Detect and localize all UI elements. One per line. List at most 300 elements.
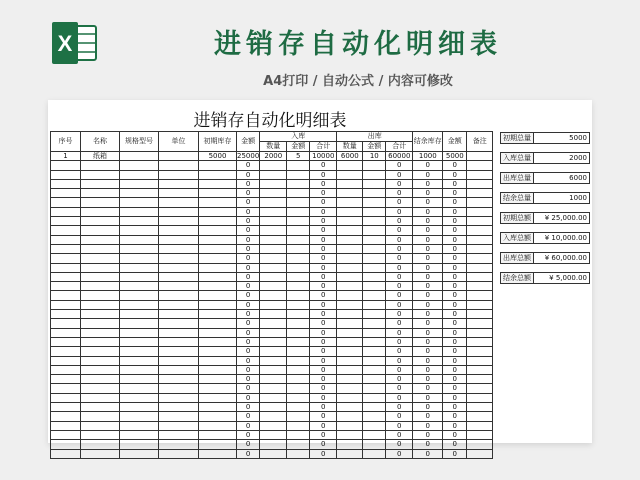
table-cell[interactable]: 1000 (413, 152, 443, 161)
table-cell[interactable] (51, 161, 81, 170)
table-cell[interactable]: 0 (310, 449, 337, 458)
table-cell[interactable]: 0 (443, 440, 467, 449)
summary-value[interactable]: 1000 (569, 194, 587, 202)
table-cell[interactable]: 0 (386, 161, 413, 170)
table-cell[interactable]: 0 (413, 235, 443, 244)
table-cell[interactable] (260, 365, 287, 374)
table-cell[interactable] (467, 198, 493, 207)
table-cell[interactable]: 5 (287, 152, 310, 161)
table-cell[interactable] (287, 244, 310, 253)
table-cell[interactable] (51, 235, 81, 244)
table-cell[interactable]: 0 (386, 235, 413, 244)
table-cell[interactable] (467, 393, 493, 402)
table-cell[interactable]: 0 (237, 337, 260, 346)
table-cell[interactable] (337, 310, 363, 319)
table-cell[interactable]: 0 (386, 291, 413, 300)
table-cell[interactable]: 0 (386, 403, 413, 412)
table-cell[interactable] (159, 310, 199, 319)
table-cell[interactable]: 0 (310, 198, 337, 207)
table-cell[interactable] (199, 310, 237, 319)
table-cell[interactable] (363, 226, 386, 235)
table-cell[interactable]: 0 (413, 384, 443, 393)
table-cell[interactable] (120, 421, 159, 430)
table-cell[interactable] (81, 393, 120, 402)
table-cell[interactable] (363, 310, 386, 319)
table-cell[interactable] (199, 356, 237, 365)
table-cell[interactable]: 0 (237, 254, 260, 263)
table-cell[interactable] (120, 328, 159, 337)
table-cell[interactable]: 0 (310, 161, 337, 170)
table-cell[interactable]: 1 (51, 152, 81, 161)
table-cell[interactable] (287, 170, 310, 179)
table-cell[interactable] (120, 403, 159, 412)
table-cell[interactable] (260, 412, 287, 421)
table-cell[interactable] (467, 272, 493, 281)
table-cell[interactable] (199, 300, 237, 309)
table-cell[interactable]: 0 (310, 179, 337, 188)
table-cell[interactable] (287, 198, 310, 207)
table-cell[interactable] (287, 272, 310, 281)
table-cell[interactable] (120, 161, 159, 170)
summary-value[interactable]: ¥ 25,000.00 (544, 214, 587, 222)
table-cell[interactable] (467, 254, 493, 263)
table-cell[interactable] (260, 440, 287, 449)
table-cell[interactable] (159, 328, 199, 337)
table-cell[interactable]: 0 (386, 226, 413, 235)
table-cell[interactable] (51, 170, 81, 179)
table-cell[interactable]: 2000 (260, 152, 287, 161)
table-cell[interactable]: 0 (443, 449, 467, 458)
table-cell[interactable] (159, 440, 199, 449)
table-cell[interactable]: 0 (237, 161, 260, 170)
table-cell[interactable] (81, 430, 120, 439)
table-cell[interactable] (363, 328, 386, 337)
table-cell[interactable] (159, 198, 199, 207)
table-cell[interactable] (363, 384, 386, 393)
table-cell[interactable] (287, 310, 310, 319)
table-cell[interactable]: 0 (386, 412, 413, 421)
table-cell[interactable]: 0 (237, 393, 260, 402)
table-cell[interactable]: 0 (443, 244, 467, 253)
table-cell[interactable] (51, 189, 81, 198)
table-cell[interactable]: 0 (386, 375, 413, 384)
table-cell[interactable]: 0 (237, 384, 260, 393)
table-cell[interactable] (337, 272, 363, 281)
table-cell[interactable] (120, 430, 159, 439)
table-cell[interactable] (287, 179, 310, 188)
table-cell[interactable]: 0 (386, 365, 413, 374)
table-cell[interactable] (260, 356, 287, 365)
table-cell[interactable]: 0 (310, 347, 337, 356)
table-cell[interactable] (287, 217, 310, 226)
table-cell[interactable] (159, 375, 199, 384)
table-cell[interactable]: 0 (443, 412, 467, 421)
table-cell[interactable] (467, 412, 493, 421)
table-cell[interactable] (287, 319, 310, 328)
table-cell[interactable] (467, 319, 493, 328)
table-cell[interactable]: 0 (310, 393, 337, 402)
table-cell[interactable] (337, 217, 363, 226)
table-cell[interactable]: 0 (413, 347, 443, 356)
table-cell[interactable] (363, 375, 386, 384)
table-cell[interactable] (159, 449, 199, 458)
table-cell[interactable] (199, 272, 237, 281)
table-cell[interactable] (337, 375, 363, 384)
table-cell[interactable]: 0 (386, 170, 413, 179)
table-cell[interactable]: 0 (386, 300, 413, 309)
table-cell[interactable] (81, 198, 120, 207)
table-cell[interactable] (260, 282, 287, 291)
table-cell[interactable]: 0 (237, 328, 260, 337)
table-cell[interactable]: 0 (413, 244, 443, 253)
table-cell[interactable] (337, 161, 363, 170)
table-cell[interactable] (81, 347, 120, 356)
table-cell[interactable]: 0 (413, 421, 443, 430)
table-cell[interactable] (363, 161, 386, 170)
table-cell[interactable]: 0 (237, 170, 260, 179)
table-cell[interactable] (51, 375, 81, 384)
table-cell[interactable]: 0 (310, 319, 337, 328)
table-cell[interactable]: 0 (443, 421, 467, 430)
table-cell[interactable] (337, 189, 363, 198)
table-cell[interactable] (363, 393, 386, 402)
table-cell[interactable]: 0 (413, 254, 443, 263)
table-cell[interactable] (363, 347, 386, 356)
table-cell[interactable] (159, 412, 199, 421)
table-cell[interactable] (337, 393, 363, 402)
table-cell[interactable]: 0 (443, 403, 467, 412)
table-cell[interactable]: 0 (413, 310, 443, 319)
table-cell[interactable] (159, 393, 199, 402)
table-cell[interactable]: 0 (386, 189, 413, 198)
table-cell[interactable] (467, 440, 493, 449)
table-cell[interactable]: 6000 (337, 152, 363, 161)
table-cell[interactable] (120, 254, 159, 263)
table-cell[interactable]: 0 (310, 291, 337, 300)
table-cell[interactable] (467, 282, 493, 291)
table-cell[interactable]: 0 (310, 430, 337, 439)
table-cell[interactable]: 0 (443, 310, 467, 319)
table-cell[interactable] (337, 403, 363, 412)
table-cell[interactable] (199, 421, 237, 430)
table-cell[interactable] (199, 393, 237, 402)
table-cell[interactable]: 0 (310, 244, 337, 253)
table-cell[interactable]: 0 (237, 244, 260, 253)
table-cell[interactable] (337, 430, 363, 439)
table-cell[interactable] (199, 440, 237, 449)
table-cell[interactable]: 0 (237, 207, 260, 216)
table-cell[interactable]: 0 (413, 272, 443, 281)
table-cell[interactable] (159, 365, 199, 374)
table-cell[interactable] (337, 365, 363, 374)
table-cell[interactable] (199, 337, 237, 346)
table-cell[interactable]: 0 (386, 263, 413, 272)
table-cell[interactable]: 0 (237, 319, 260, 328)
table-cell[interactable] (51, 328, 81, 337)
table-cell[interactable] (363, 319, 386, 328)
table-cell[interactable] (51, 356, 81, 365)
table-cell[interactable] (199, 207, 237, 216)
table-cell[interactable] (159, 403, 199, 412)
table-cell[interactable] (81, 189, 120, 198)
table-cell[interactable] (159, 244, 199, 253)
table-cell[interactable]: 0 (443, 356, 467, 365)
table-cell[interactable]: 0 (310, 207, 337, 216)
table-cell[interactable] (363, 356, 386, 365)
table-cell[interactable] (159, 430, 199, 439)
table-cell[interactable] (159, 170, 199, 179)
table-cell[interactable] (467, 384, 493, 393)
summary-value[interactable]: ¥ 60,000.00 (544, 254, 587, 262)
table-cell[interactable] (260, 217, 287, 226)
table-cell[interactable]: 0 (310, 365, 337, 374)
table-cell[interactable] (337, 421, 363, 430)
table-cell[interactable]: 0 (237, 226, 260, 235)
table-cell[interactable] (287, 375, 310, 384)
table-cell[interactable] (159, 421, 199, 430)
table-cell[interactable] (337, 207, 363, 216)
table-cell[interactable]: 0 (443, 365, 467, 374)
table-cell[interactable] (467, 337, 493, 346)
table-cell[interactable] (159, 337, 199, 346)
table-cell[interactable] (287, 254, 310, 263)
table-cell[interactable] (260, 272, 287, 281)
table-cell[interactable]: 0 (443, 393, 467, 402)
table-cell[interactable] (287, 226, 310, 235)
table-cell[interactable] (337, 226, 363, 235)
table-cell[interactable] (363, 254, 386, 263)
table-cell[interactable] (199, 244, 237, 253)
table-cell[interactable] (337, 449, 363, 458)
table-cell[interactable] (287, 189, 310, 198)
table-cell[interactable] (287, 384, 310, 393)
table-cell[interactable] (199, 384, 237, 393)
table-cell[interactable]: 0 (310, 384, 337, 393)
table-cell[interactable]: 0 (386, 430, 413, 439)
table-cell[interactable] (363, 207, 386, 216)
table-cell[interactable]: 0 (386, 337, 413, 346)
table-cell[interactable] (287, 263, 310, 272)
table-cell[interactable] (337, 179, 363, 188)
table-cell[interactable]: 0 (386, 449, 413, 458)
table-cell[interactable] (51, 347, 81, 356)
table-cell[interactable]: 纸箱 (81, 152, 120, 161)
table-cell[interactable] (260, 421, 287, 430)
table-cell[interactable] (260, 449, 287, 458)
table-cell[interactable] (51, 384, 81, 393)
table-cell[interactable] (467, 328, 493, 337)
table-cell[interactable]: 0 (386, 384, 413, 393)
table-cell[interactable] (159, 263, 199, 272)
table-cell[interactable] (159, 272, 199, 281)
summary-value[interactable]: ¥ 10,000.00 (544, 234, 587, 242)
table-cell[interactable] (120, 291, 159, 300)
table-cell[interactable]: 0 (413, 365, 443, 374)
table-cell[interactable]: 0 (413, 430, 443, 439)
table-cell[interactable] (337, 440, 363, 449)
table-cell[interactable] (363, 179, 386, 188)
summary-value[interactable]: 5000 (569, 134, 587, 142)
table-cell[interactable] (260, 263, 287, 272)
table-cell[interactable] (467, 310, 493, 319)
table-cell[interactable] (467, 244, 493, 253)
table-cell[interactable] (81, 310, 120, 319)
table-cell[interactable] (467, 403, 493, 412)
table-cell[interactable] (287, 440, 310, 449)
table-cell[interactable] (81, 291, 120, 300)
table-cell[interactable]: 0 (386, 272, 413, 281)
table-cell[interactable] (287, 291, 310, 300)
table-cell[interactable] (81, 440, 120, 449)
table-cell[interactable] (81, 365, 120, 374)
table-cell[interactable]: 0 (237, 272, 260, 281)
table-cell[interactable] (159, 319, 199, 328)
table-cell[interactable] (467, 421, 493, 430)
table-cell[interactable] (120, 235, 159, 244)
table-cell[interactable] (337, 347, 363, 356)
table-cell[interactable] (363, 263, 386, 272)
table-cell[interactable] (81, 328, 120, 337)
table-cell[interactable] (51, 272, 81, 281)
table-cell[interactable]: 10 (363, 152, 386, 161)
table-cell[interactable]: 0 (386, 319, 413, 328)
table-cell[interactable] (260, 291, 287, 300)
table-cell[interactable]: 0 (413, 375, 443, 384)
table-cell[interactable] (120, 207, 159, 216)
table-cell[interactable] (81, 179, 120, 188)
table-cell[interactable] (199, 235, 237, 244)
table-cell[interactable] (287, 393, 310, 402)
table-cell[interactable] (467, 161, 493, 170)
table-cell[interactable]: 5000 (199, 152, 237, 161)
table-cell[interactable] (260, 226, 287, 235)
table-cell[interactable] (199, 226, 237, 235)
table-cell[interactable]: 0 (413, 393, 443, 402)
table-cell[interactable] (159, 347, 199, 356)
table-cell[interactable] (287, 430, 310, 439)
table-cell[interactable] (51, 430, 81, 439)
table-cell[interactable]: 0 (443, 300, 467, 309)
table-cell[interactable] (120, 272, 159, 281)
table-cell[interactable]: 0 (310, 421, 337, 430)
table-cell[interactable] (81, 449, 120, 458)
table-cell[interactable] (120, 198, 159, 207)
table-cell[interactable] (81, 421, 120, 430)
table-cell[interactable] (363, 282, 386, 291)
table-cell[interactable]: 0 (237, 440, 260, 449)
table-cell[interactable] (467, 449, 493, 458)
table-cell[interactable] (81, 226, 120, 235)
table-cell[interactable]: 0 (413, 449, 443, 458)
table-cell[interactable] (81, 282, 120, 291)
table-cell[interactable] (467, 217, 493, 226)
table-cell[interactable] (120, 347, 159, 356)
table-cell[interactable] (159, 217, 199, 226)
table-cell[interactable] (363, 449, 386, 458)
table-cell[interactable] (363, 235, 386, 244)
table-cell[interactable] (51, 421, 81, 430)
table-cell[interactable] (159, 161, 199, 170)
table-cell[interactable] (363, 365, 386, 374)
table-cell[interactable]: 0 (443, 170, 467, 179)
table-cell[interactable]: 0 (237, 300, 260, 309)
table-cell[interactable]: 0 (413, 337, 443, 346)
table-cell[interactable]: 0 (386, 207, 413, 216)
table-cell[interactable]: 0 (443, 328, 467, 337)
table-cell[interactable]: 0 (386, 310, 413, 319)
table-cell[interactable]: 0 (237, 263, 260, 272)
table-cell[interactable] (337, 384, 363, 393)
table-cell[interactable]: 0 (413, 319, 443, 328)
table-cell[interactable] (81, 207, 120, 216)
table-cell[interactable]: 0 (310, 235, 337, 244)
table-cell[interactable] (337, 170, 363, 179)
table-cell[interactable] (199, 319, 237, 328)
table-cell[interactable] (337, 412, 363, 421)
table-cell[interactable] (120, 310, 159, 319)
table-cell[interactable] (159, 282, 199, 291)
table-cell[interactable]: 0 (413, 356, 443, 365)
table-cell[interactable] (51, 244, 81, 253)
table-cell[interactable]: 0 (386, 254, 413, 263)
table-cell[interactable] (81, 235, 120, 244)
table-cell[interactable]: 0 (443, 217, 467, 226)
table-cell[interactable] (260, 328, 287, 337)
table-cell[interactable] (363, 300, 386, 309)
table-cell[interactable] (199, 282, 237, 291)
table-cell[interactable] (363, 244, 386, 253)
table-cell[interactable] (287, 207, 310, 216)
table-cell[interactable] (467, 152, 493, 161)
table-cell[interactable]: 0 (413, 263, 443, 272)
table-cell[interactable] (159, 291, 199, 300)
table-cell[interactable] (363, 337, 386, 346)
table-cell[interactable]: 0 (310, 328, 337, 337)
table-cell[interactable]: 0 (443, 319, 467, 328)
table-cell[interactable] (120, 300, 159, 309)
table-cell[interactable] (467, 179, 493, 188)
table-cell[interactable] (260, 430, 287, 439)
table-cell[interactable]: 0 (237, 356, 260, 365)
table-cell[interactable] (260, 347, 287, 356)
table-cell[interactable]: 0 (386, 347, 413, 356)
table-cell[interactable] (51, 254, 81, 263)
table-cell[interactable] (363, 170, 386, 179)
table-cell[interactable] (120, 375, 159, 384)
table-cell[interactable]: 0 (413, 170, 443, 179)
table-cell[interactable] (51, 412, 81, 421)
table-cell[interactable] (260, 179, 287, 188)
table-cell[interactable] (467, 375, 493, 384)
table-cell[interactable] (467, 365, 493, 374)
table-cell[interactable]: 0 (443, 179, 467, 188)
table-cell[interactable] (337, 356, 363, 365)
table-cell[interactable] (337, 244, 363, 253)
table-cell[interactable] (51, 449, 81, 458)
table-cell[interactable] (199, 217, 237, 226)
table-cell[interactable] (287, 337, 310, 346)
table-cell[interactable] (199, 403, 237, 412)
table-cell[interactable] (287, 356, 310, 365)
table-cell[interactable] (287, 328, 310, 337)
table-cell[interactable] (363, 412, 386, 421)
table-cell[interactable] (120, 244, 159, 253)
table-cell[interactable] (159, 226, 199, 235)
table-cell[interactable]: 0 (237, 198, 260, 207)
table-cell[interactable] (199, 375, 237, 384)
table-cell[interactable]: 0 (413, 189, 443, 198)
table-cell[interactable] (260, 254, 287, 263)
